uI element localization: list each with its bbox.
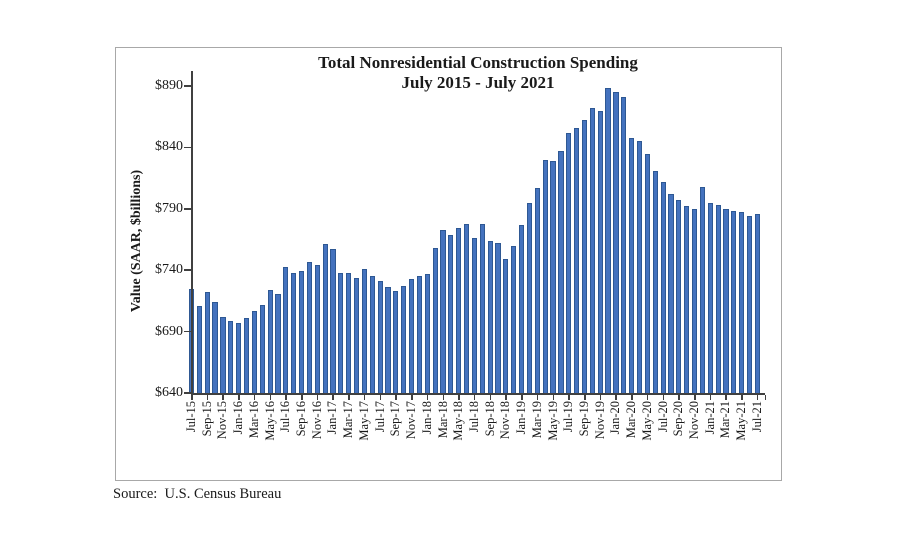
x-axis-tick	[741, 395, 743, 400]
bar	[550, 161, 555, 393]
x-tick-label: Nov-19	[592, 401, 607, 440]
chart-frame	[115, 47, 782, 481]
bar	[495, 243, 500, 393]
x-tick-label: May-16	[262, 401, 277, 441]
bar	[598, 111, 603, 393]
x-tick-label: Nov-18	[498, 401, 513, 440]
x-axis-tick	[285, 395, 287, 400]
x-axis-tick	[191, 395, 193, 400]
y-axis-tick	[184, 147, 192, 149]
bar	[464, 224, 469, 393]
x-tick-label: Jul-18	[466, 401, 481, 433]
bar	[535, 188, 540, 393]
x-tick-label: May-20	[639, 401, 654, 441]
bar	[220, 317, 225, 393]
bar	[315, 265, 320, 393]
y-axis-line	[191, 71, 193, 393]
bar	[268, 290, 273, 393]
x-tick-label: Sep-18	[482, 401, 497, 437]
y-axis-tick	[184, 85, 192, 87]
bar	[275, 294, 280, 393]
x-tick-label: Jul-16	[278, 401, 293, 433]
y-tick-label: $640	[155, 385, 183, 400]
x-axis-tick	[521, 395, 523, 400]
x-axis-tick	[490, 395, 492, 400]
x-tick-label: Nov-20	[687, 401, 702, 440]
source-note: Source: U.S. Census Bureau	[113, 486, 282, 502]
y-axis-tick	[184, 331, 192, 333]
x-tick-label: Jan-20	[608, 401, 623, 435]
x-tick-label: May-18	[451, 401, 466, 441]
x-axis-tick	[427, 395, 429, 400]
bar	[417, 276, 422, 393]
bar	[330, 249, 335, 393]
x-axis-tick	[505, 395, 507, 400]
x-tick-label: Nov-17	[404, 401, 419, 440]
x-tick-label: Mar-19	[529, 401, 544, 439]
x-axis-tick	[254, 395, 256, 400]
x-axis-tick	[584, 395, 586, 400]
x-tick-label: Mar-20	[624, 401, 639, 439]
x-tick-label: Jan-19	[514, 401, 529, 435]
bar	[346, 273, 351, 393]
chart-title: Total Nonresidential Construction Spending	[318, 53, 638, 72]
x-axis-tick	[348, 395, 350, 400]
bar	[244, 318, 249, 393]
bar	[338, 273, 343, 393]
bar	[543, 160, 548, 393]
bar	[472, 238, 477, 393]
bar	[456, 228, 461, 393]
bar	[582, 120, 587, 393]
bar	[747, 216, 752, 393]
bar	[448, 235, 453, 393]
bar	[503, 259, 508, 393]
bar	[692, 209, 697, 393]
bar	[228, 321, 233, 393]
x-tick-label: May-21	[734, 401, 749, 441]
bar	[205, 292, 210, 393]
bar	[731, 211, 736, 393]
x-axis-tick	[663, 395, 665, 400]
x-tick-label: Sep-15	[199, 401, 214, 437]
y-tick-label: $890	[155, 78, 183, 93]
bar	[716, 205, 721, 393]
bar	[212, 302, 217, 393]
bar	[378, 281, 383, 393]
bar	[323, 244, 328, 393]
x-axis-tick	[757, 395, 759, 400]
bar	[433, 248, 438, 393]
x-tick-label: Nov-15	[215, 401, 230, 440]
y-tick-label: $740	[155, 262, 183, 278]
x-axis-tick	[647, 395, 649, 400]
bar	[393, 291, 398, 393]
x-tick-label: Jul-19	[561, 401, 576, 433]
y-axis-tick	[184, 269, 192, 271]
x-axis-tick	[537, 395, 539, 400]
y-axis-tick	[184, 208, 192, 210]
x-axis-tick	[678, 395, 680, 400]
x-tick-label: Jul-15	[184, 401, 198, 433]
bar	[621, 97, 626, 393]
x-axis-tick	[411, 395, 413, 400]
x-axis-tick	[710, 395, 712, 400]
x-tick-label: Sep-19	[577, 401, 591, 437]
x-tick-label: Jul-20	[655, 401, 670, 433]
y-tick-label: $790	[155, 200, 183, 216]
bar	[401, 286, 406, 393]
bar	[362, 269, 367, 393]
x-tick-label: Sep-17	[388, 401, 403, 437]
x-tick-label: May-17	[356, 401, 371, 441]
bar	[700, 187, 705, 393]
bar	[260, 305, 265, 393]
chart-title-block	[191, 53, 765, 93]
bar	[409, 279, 414, 393]
bar	[637, 141, 642, 393]
x-axis-tick	[443, 395, 445, 400]
bar	[558, 151, 563, 393]
x-axis-tick	[553, 395, 555, 400]
x-axis-tick	[301, 395, 303, 400]
bar	[488, 241, 493, 393]
x-axis-tick	[270, 395, 272, 400]
bar	[605, 88, 610, 393]
bar	[739, 212, 744, 393]
bar	[684, 206, 689, 393]
x-axis-tick	[222, 395, 224, 400]
x-axis-tick	[395, 395, 397, 400]
bar	[723, 209, 728, 393]
bar	[755, 214, 760, 393]
bar	[708, 203, 713, 393]
x-tick-label: Mar-21	[718, 401, 733, 439]
x-axis-tick	[474, 395, 476, 400]
x-axis-tick	[317, 395, 319, 400]
x-axis-tick	[631, 395, 633, 400]
x-axis-tick	[458, 395, 460, 400]
bar	[236, 323, 241, 393]
x-axis-tick	[725, 395, 727, 400]
bar	[291, 273, 296, 393]
x-tick-label: Mar-16	[246, 401, 261, 439]
bar	[283, 267, 288, 393]
x-tick-label: Jul-17	[372, 401, 387, 433]
chart-subtitle: July 2015 - July 2021	[401, 73, 555, 92]
x-axis-tick	[600, 395, 602, 400]
x-axis-tick	[568, 395, 570, 400]
x-axis-tick	[238, 395, 240, 400]
bar	[668, 194, 673, 393]
y-axis-title: Value (SAAR, $billions)	[129, 169, 144, 313]
bar	[590, 108, 595, 393]
x-tick-label: Jul-21	[749, 401, 764, 433]
bar	[511, 246, 516, 393]
bar	[645, 154, 650, 393]
x-axis-tick	[207, 395, 209, 400]
x-axis-tick	[694, 395, 696, 400]
x-axis-tick	[364, 395, 366, 400]
x-tick-label: Jan-17	[325, 401, 340, 435]
bar	[299, 271, 304, 393]
bar	[613, 92, 618, 393]
bar	[676, 200, 681, 393]
bar	[519, 225, 524, 393]
x-tick-label: Nov-16	[309, 401, 324, 440]
x-tick-label: Jan-16	[231, 401, 246, 435]
x-tick-label: May-19	[545, 401, 560, 441]
x-axis-tick	[332, 395, 334, 400]
bar	[480, 224, 485, 393]
bar	[197, 306, 202, 393]
bar	[354, 278, 359, 393]
bar	[385, 287, 390, 393]
bar	[527, 203, 532, 393]
y-tick-label: $840	[155, 139, 183, 155]
x-tick-label: Jan-18	[419, 401, 434, 435]
bar	[574, 128, 579, 393]
x-tick-label: Mar-17	[341, 401, 356, 439]
bar	[629, 138, 634, 393]
x-axis-tick	[765, 395, 767, 400]
bar	[425, 274, 430, 393]
bar	[653, 171, 658, 393]
x-tick-label: Sep-20	[671, 401, 686, 437]
bar	[661, 182, 666, 393]
x-tick-label: Jan-21	[702, 401, 717, 435]
bar	[307, 262, 312, 393]
x-axis-tick	[615, 395, 617, 400]
bar	[440, 230, 445, 393]
x-tick-label: Sep-16	[294, 401, 309, 437]
bar	[566, 133, 571, 393]
bar	[370, 276, 375, 393]
y-tick-label: $690	[155, 323, 183, 339]
bar	[252, 311, 257, 393]
x-axis-tick	[380, 395, 382, 400]
x-tick-label: Mar-18	[435, 401, 450, 439]
